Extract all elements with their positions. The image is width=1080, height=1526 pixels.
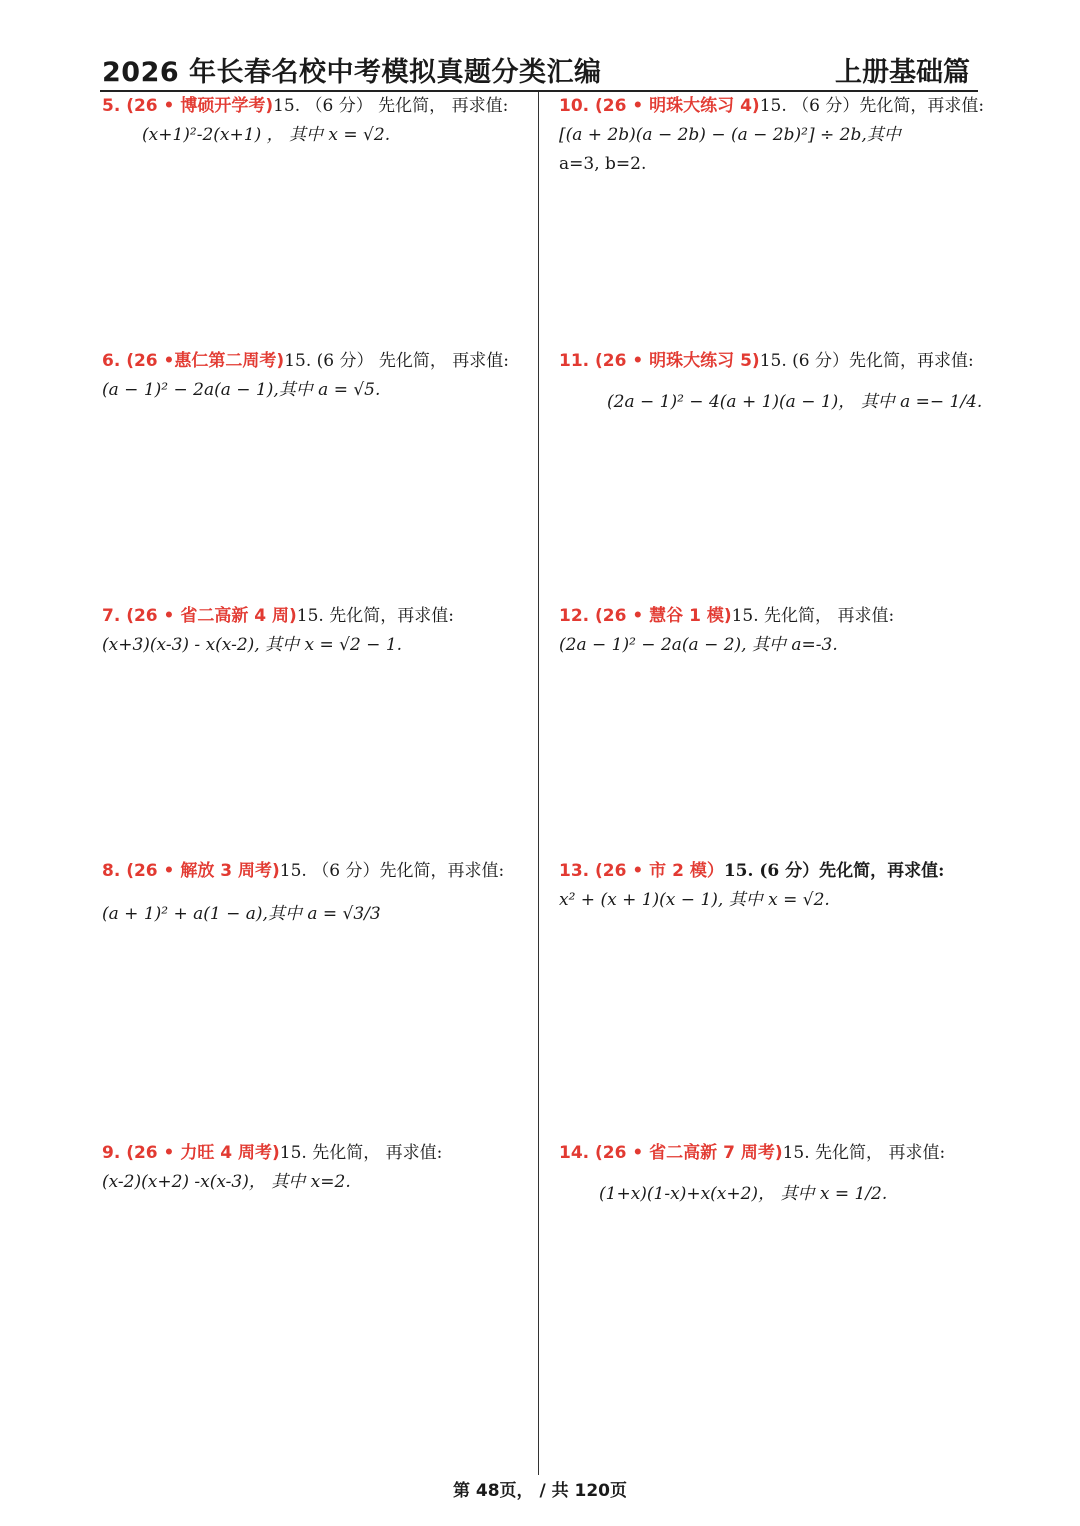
volume-label: 上册基础篇 (835, 57, 970, 88)
problem-expression: (a + 1)² + a(1 − a),其中 a = √3/3 (102, 904, 381, 924)
problem-question: 15. （6 分） 先化简， 再求值: (273, 96, 509, 116)
problem-10 (559, 92, 984, 179)
column-divider (538, 92, 539, 1475)
problem-12 (559, 602, 894, 660)
problem-source: 7. (26 • 省二高新 4 周) (102, 606, 297, 626)
problem-expression: (x+3)(x-3) - x(x-2), 其中 x = √2 − 1. (102, 635, 403, 655)
problem-source: 10. (26 • 明珠大练习 4) (559, 96, 760, 116)
problem-7 (102, 602, 454, 660)
problem-expression: (a − 1)² − 2a(a − 1),其中 a = √5. (102, 380, 381, 400)
problem-8 (102, 857, 504, 929)
problem-11 (559, 347, 982, 417)
problem-source: 5. (26 • 博硕开学考) (102, 96, 274, 116)
problem-expression: (x+1)²-2(x+1) ， 其中 x = √2. (142, 125, 391, 145)
problem-question: 15. 先化简，再求值: (296, 606, 454, 626)
problem-question: 15. 先化简， 再求值: (731, 606, 895, 626)
problem-question: 15. 先化简， 再求值: (782, 1143, 946, 1163)
problem-question: 15. (6 分）先化简，再求值: (759, 351, 974, 371)
problem-source: 14. (26 • 省二高新 7 周考) (559, 1143, 783, 1163)
problem-source: 9. (26 • 力旺 4 周考) (102, 1143, 280, 1163)
document-title: 2026 年长春名校中考模拟真题分类汇编 (102, 57, 602, 88)
problem-source: 11. (26 • 明珠大练习 5) (559, 351, 760, 371)
problem-expression: (2a − 1)² − 2a(a − 2), 其中 a=-3. (559, 635, 838, 655)
problem-question: 15. （6 分）先化简，再求值: (279, 861, 505, 881)
problem-expression: (1+x)(1-x)+x(x+2)， 其中 x = 1/2. (599, 1184, 888, 1204)
problem-6 (102, 347, 509, 405)
problem-question: 15. (6 分）先化简，再求值: (723, 861, 945, 881)
problem-expression: x² + (x + 1)(x − 1), 其中 x = √2. (559, 890, 830, 910)
problem-question: 15. 先化简， 再求值: (279, 1143, 443, 1163)
page-number: 第 48页， / 共 120页 (452, 1481, 628, 1501)
problem-13 (559, 857, 944, 915)
problem-14 (559, 1139, 945, 1209)
problem-source: 12. (26 • 慧谷 1 模) (559, 606, 732, 626)
problem-9 (102, 1139, 442, 1197)
problem-source: 13. (26 • 市 2 模） (559, 861, 724, 881)
problem-expression-values: a=3, b=2. (559, 154, 647, 174)
problem-question: 15. (6 分） 先化简， 再求值: (284, 351, 510, 371)
problem-expression: (2a − 1)² − 4(a + 1)(a − 1)， 其中 a =− 1/4. (607, 392, 983, 412)
problem-expression: (x-2)(x+2) -x(x-3)， 其中 x=2. (102, 1172, 351, 1192)
problem-question: 15. （6 分）先化简，再求值: (759, 96, 985, 116)
problem-5 (102, 92, 508, 150)
problem-source: 8. (26 • 解放 3 周考) (102, 861, 280, 881)
problem-source: 6. (26 •惠仁第二周考) (102, 351, 285, 371)
problem-expression: [(a + 2b)(a − 2b) − (a − 2b)²] ÷ 2b,其中 (559, 125, 901, 145)
